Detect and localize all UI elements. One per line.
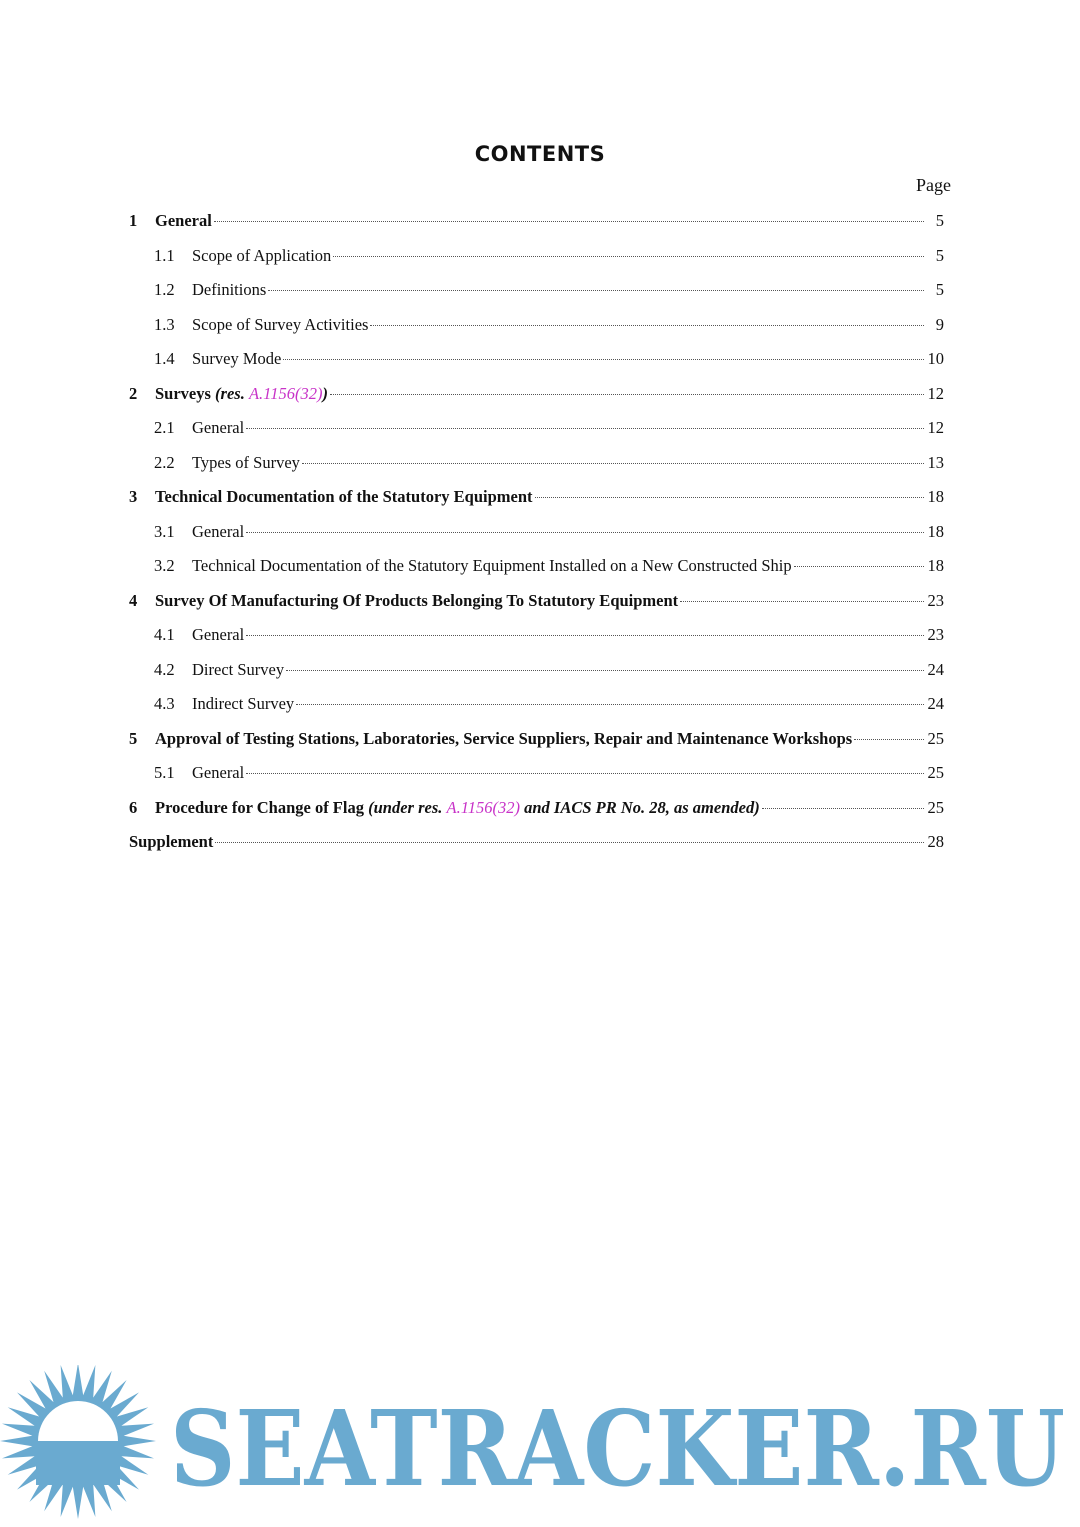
- toc-title: General: [192, 763, 245, 782]
- toc-entry-1-1[interactable]: [129, 239, 944, 274]
- dot-leader: [762, 808, 924, 809]
- toc-entry-1-3[interactable]: [129, 308, 944, 343]
- toc-entry-1-4[interactable]: [129, 342, 944, 377]
- dot-leader: [302, 463, 924, 464]
- dot-leader: [333, 256, 924, 257]
- toc-entry-4-2[interactable]: [129, 653, 944, 688]
- toc-number: 4.1: [154, 625, 175, 644]
- toc-number: 4.2: [154, 659, 175, 679]
- toc-number: 1.3: [154, 314, 175, 334]
- dot-leader: [296, 704, 924, 705]
- dot-leader: [535, 497, 924, 498]
- toc-page-number: 25: [927, 763, 944, 782]
- page-title: CONTENTS: [474, 142, 606, 166]
- toc-number: 2.1: [154, 418, 175, 437]
- toc-entry-supplement[interactable]: [129, 825, 944, 860]
- watermark-text: SEATRACKER.RU: [170, 1387, 1065, 1510]
- toc-title-text: Procedure for Change of Flag: [155, 797, 364, 817]
- sun-logo-icon: [0, 1365, 156, 1519]
- toc-number: 6: [129, 797, 138, 817]
- table-of-contents: [129, 204, 944, 860]
- toc-page-number: 24: [927, 694, 944, 713]
- page-column-label: Page: [916, 175, 951, 195]
- dot-leader: [680, 601, 924, 602]
- toc-entry-4-1[interactable]: [129, 618, 944, 653]
- toc-entry-4[interactable]: [129, 584, 944, 619]
- toc-entry-1-2[interactable]: [129, 273, 944, 308]
- toc-number: 3.2: [154, 556, 175, 575]
- toc-page-number: 25: [927, 797, 944, 817]
- toc-page-number: 18: [927, 487, 944, 506]
- toc-title: Indirect Survey: [192, 694, 295, 713]
- toc-page-number: 18: [927, 521, 944, 541]
- dot-leader: [283, 359, 924, 360]
- toc-number: 1.2: [154, 280, 175, 299]
- toc-entry-2[interactable]: [129, 377, 944, 412]
- toc-page-number: 12: [927, 418, 944, 437]
- toc-page-number: 25: [927, 728, 944, 748]
- toc-number: 5: [129, 728, 138, 748]
- toc-entry-3-2[interactable]: [129, 549, 944, 584]
- dot-leader: [330, 394, 924, 395]
- toc-page-number: 23: [927, 590, 944, 610]
- dot-leader: [268, 290, 924, 291]
- toc-title: Technical Documentation of the Statutory Equipment Installed on a New Constructed Ship: [192, 556, 792, 575]
- toc-page-number: 9: [935, 314, 944, 334]
- toc-number: 2.2: [154, 452, 175, 472]
- toc-title: Technical Documentation of the Statutory Equipment: [155, 487, 533, 506]
- toc-number: 4: [129, 590, 138, 610]
- toc-entry-5[interactable]: [129, 722, 944, 757]
- toc-title: Types of Survey: [192, 452, 300, 472]
- toc-title: General: [155, 211, 212, 230]
- toc-title: Scope of Survey Activities: [192, 314, 369, 334]
- watermark: [0, 1365, 1080, 1527]
- dot-leader: [794, 566, 924, 567]
- toc-number: 5.1: [154, 763, 175, 782]
- toc-number: 1: [129, 211, 138, 230]
- toc-page-number: 23: [927, 625, 944, 644]
- dot-leader: [246, 635, 924, 636]
- toc-page-number: 5: [935, 280, 944, 299]
- toc-entry-2-1[interactable]: [129, 411, 944, 446]
- toc-title-prefix: (res.: [215, 383, 245, 403]
- toc-entry-5-1[interactable]: [129, 756, 944, 791]
- toc-number: 1.4: [154, 349, 175, 368]
- toc-title-suffix: ): [322, 383, 328, 403]
- toc-entry-2-2[interactable]: [129, 446, 944, 481]
- toc-page-number: 24: [927, 659, 944, 679]
- toc-entry-4-3[interactable]: [129, 687, 944, 722]
- toc-title: Scope of Application: [192, 245, 332, 265]
- dot-leader: [246, 428, 924, 429]
- toc-entry-6[interactable]: [129, 791, 944, 826]
- toc-number: 2: [129, 383, 138, 403]
- toc-title-suffix: and IACS PR No. 28, as amended): [524, 797, 760, 817]
- toc-page-number: 13: [927, 452, 944, 472]
- dot-leader: [215, 842, 924, 843]
- toc-title: Supplement: [129, 832, 214, 851]
- toc-title: Survey Of Manufacturing Of Products Belonging To Statutory Equipment: [155, 590, 679, 610]
- resolution-link[interactable]: A.1156(32): [446, 797, 520, 817]
- toc-number: 1.1: [154, 245, 175, 265]
- toc-entry-1[interactable]: [129, 204, 944, 239]
- toc-title: [155, 791, 760, 826]
- toc-entry-3[interactable]: [129, 480, 944, 515]
- toc-page-number: 10: [927, 349, 944, 368]
- toc-page-number: 5: [935, 211, 944, 230]
- toc-number: 4.3: [154, 694, 175, 713]
- toc-entry-3-1[interactable]: [129, 515, 944, 550]
- toc-title-prefix: (under res.: [368, 797, 443, 817]
- toc-title-text: Surveys: [155, 383, 211, 403]
- toc-page-number: 5: [935, 245, 944, 265]
- toc-title: General: [192, 521, 245, 541]
- resolution-link[interactable]: A.1156(32): [248, 383, 323, 403]
- dot-leader: [246, 773, 924, 774]
- dot-leader: [854, 739, 924, 740]
- toc-page-number: 18: [927, 556, 944, 575]
- toc-number: 3: [129, 487, 138, 506]
- toc-title: [155, 377, 328, 412]
- toc-title: General: [192, 625, 245, 644]
- toc-title: Survey Mode: [192, 349, 282, 368]
- toc-title: General: [192, 418, 245, 437]
- dot-leader: [286, 670, 924, 671]
- toc-page-number: 28: [927, 832, 944, 851]
- toc-page-number: 12: [927, 383, 944, 403]
- toc-number: 3.1: [154, 521, 175, 541]
- toc-title: Approval of Testing Stations, Laboratories, Service Suppliers, Repair and Maintenance Workshops: [155, 728, 853, 748]
- dot-leader: [246, 532, 924, 533]
- dot-leader: [370, 325, 924, 326]
- dot-leader: [214, 221, 924, 222]
- toc-title: Direct Survey: [192, 659, 285, 679]
- toc-title: Definitions: [192, 280, 267, 299]
